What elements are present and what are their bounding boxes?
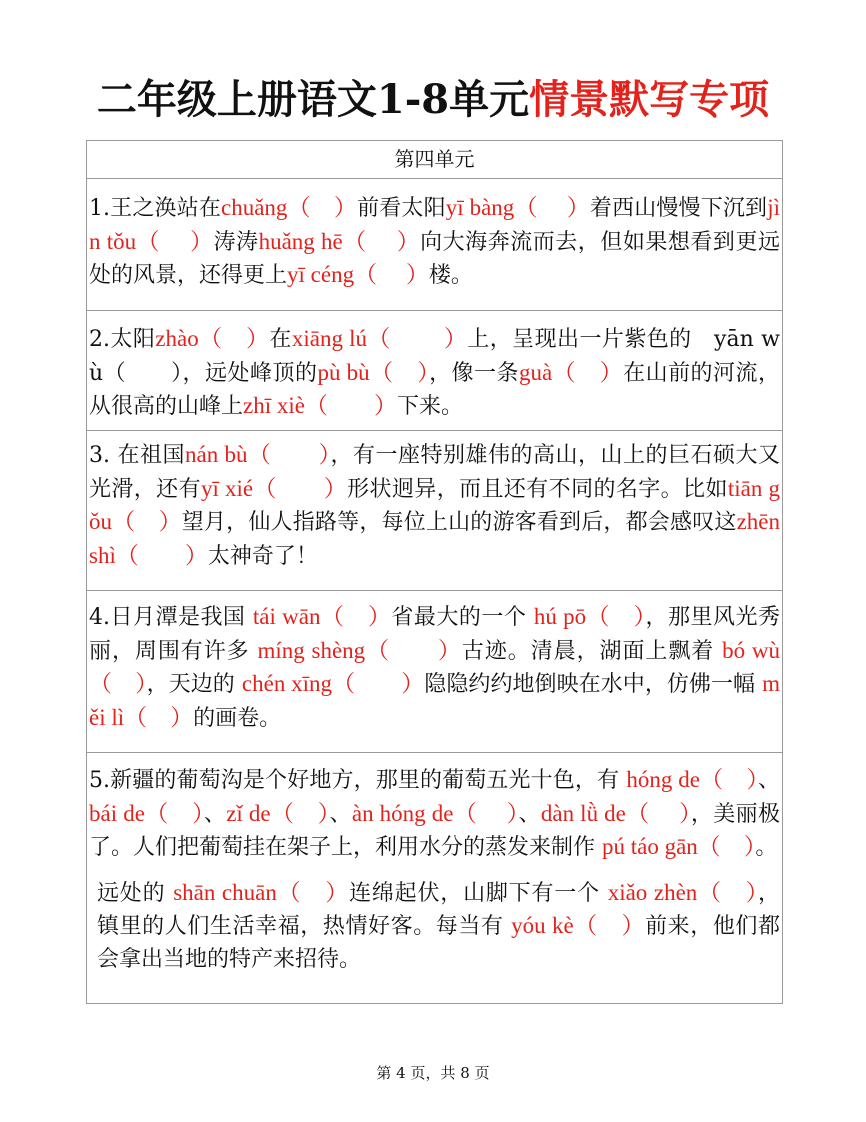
passage-text: 5.新疆的葡萄沟是个好地方，那里的葡萄五光十色，有 (89, 768, 627, 793)
passage-text: 向大海奔流而去，但如果想看到更远处的风景，还得更上 (89, 229, 780, 288)
exercise-row-1 (87, 179, 782, 311)
exercise-row-3 (87, 431, 782, 591)
pinyin-blank: pù bù（ ） (317, 359, 430, 385)
exercise-row-4 (87, 591, 782, 753)
pinyin-blank: yī xié（ ） (200, 475, 348, 501)
pinyin-blank: bó wù（ ） (89, 637, 780, 696)
passage-text: ，天边的 (146, 672, 242, 697)
pinyin-blank: xiǎo zhèn（ ） (607, 879, 758, 905)
passage-text: ，那里风光秀丽，周围有许多 (89, 605, 780, 664)
pinyin-blank: chuǎng（ ） (221, 195, 358, 220)
exercise-row-5 (87, 753, 782, 1004)
passage-text: 下来。 (396, 394, 463, 419)
passage-text: ，美丽极了。人们把葡萄挂在架子上，利用水分的蒸发来制作 (89, 801, 780, 860)
exercise-paragraph (89, 439, 780, 573)
passage-text: 、 (757, 768, 780, 793)
passage-text: 古迹。清晨，湖面上飘着 (461, 638, 723, 664)
pinyin-blank: yī céng（ ） (287, 262, 429, 287)
unit-header: 第四单元 (87, 141, 782, 179)
pinyin-blank: bái de（ ） (89, 800, 204, 826)
exercise-paragraph (89, 192, 780, 293)
page-number: 第 4 页，共 8 页 (376, 1064, 490, 1082)
pinyin-blank: yóu kè（ ） (511, 913, 646, 938)
pinyin-blank: àn hóng de（ ） (351, 800, 519, 826)
title-highlight: 情景默写专项 (529, 76, 770, 123)
pinyin-blank: pú táo gān（ ） (602, 834, 756, 859)
passage-text: 远处的 (97, 880, 174, 906)
exercise-paragraph (89, 601, 780, 735)
passage-text: 、 (518, 801, 541, 827)
pinyin-blank: zhēn shì（ ） (89, 509, 781, 568)
pinyin-blank: zhī xiè（ ） (243, 393, 397, 418)
pinyin-blank: xiāng lú（ ） (291, 326, 468, 351)
pinyin-blank: huǎng hē（ ） (258, 228, 421, 254)
passage-text: ，镇里的人们生活幸福，热情好客。每当有 (97, 880, 781, 939)
pinyin-blank: tái wān（ ） (252, 604, 392, 629)
passage-text: 的画卷。 (193, 705, 282, 731)
passage-text: 在山前的河流，从很高的山峰上 (89, 360, 780, 419)
pinyin-blank: hóng de（ ） (626, 767, 758, 792)
passage-text: 4.日月潭是我国 (89, 605, 253, 630)
passage-text: 、 (329, 801, 352, 827)
worksheet-title (0, 72, 866, 128)
pinyin-blank: tiān gǒu（ ） (89, 475, 780, 534)
passage-text: 着西山慢慢下沉到 (589, 196, 768, 221)
passage-text: 太神奇了！ (207, 543, 318, 569)
passage-text: 、 (203, 801, 227, 827)
passage-text: 前来，他们都会拿出当地的特产来招待。 (97, 914, 780, 972)
exercise-paragraph (89, 764, 780, 865)
passage-text: 连绵起伏，山脚下有一个 (349, 880, 608, 906)
passage-text: 形状迥异，而且还有不同的名字。比如 (347, 476, 728, 502)
passage-text: 前看太阳 (357, 196, 446, 221)
pinyin-blank: guà（ ） (519, 359, 624, 385)
passage-text: 上，呈现出一片紫色的 yān wù（ ），远处峰顶的 (89, 327, 780, 386)
exercise-paragraph (89, 877, 780, 977)
pinyin-blank: hú pō（ ） (533, 604, 646, 629)
exercise-paragraph (89, 323, 780, 424)
pinyin-blank: shān chuān（ ） (173, 879, 350, 905)
pinyin-blank: zǐ de（ ） (226, 800, 330, 826)
passage-text: ，有一座特别雄伟的高山，山上的巨石硕大又光滑，还有 (89, 443, 780, 502)
passage-text: 2.太阳 (89, 327, 156, 352)
title-main: 二年级上册语文1-8单元 (96, 76, 530, 123)
passage-text: 3. 在祖国 (89, 443, 185, 468)
passage-text: 1.王之涣站在 (89, 196, 221, 221)
pinyin-blank: nán bù（ ） (185, 442, 331, 467)
passage-text: 省最大的一个 (391, 605, 534, 630)
passage-text: ，像一条 (429, 360, 519, 386)
pinyin-blank: dàn lǜ de（ ） (540, 800, 691, 826)
passage-text: 隐隐约约地倒映在水中，仿佛一幅 (424, 672, 763, 697)
pinyin-blank: zhào（ ） (155, 326, 270, 351)
exercise-table (86, 140, 783, 1004)
pinyin-blank: měi lì（ ） (89, 671, 781, 730)
exercise-row-2 (87, 311, 782, 431)
passage-text: 望月，仙人指路等，每位上山的游客看到后，都会感叹这 (181, 510, 737, 535)
passage-text: 在 (269, 327, 292, 352)
passage-text: 楼。 (428, 263, 473, 288)
pinyin-blank: míng shèng（ ） (257, 637, 462, 663)
pinyin-blank: jìn tǒu（ ） (89, 195, 780, 254)
passage-text: 。 (755, 835, 778, 860)
pinyin-blank: yī bàng（ ） (445, 195, 590, 220)
pinyin-blank: chén xīng（ ） (241, 671, 425, 696)
passage-text: 涛涛 (213, 229, 259, 255)
